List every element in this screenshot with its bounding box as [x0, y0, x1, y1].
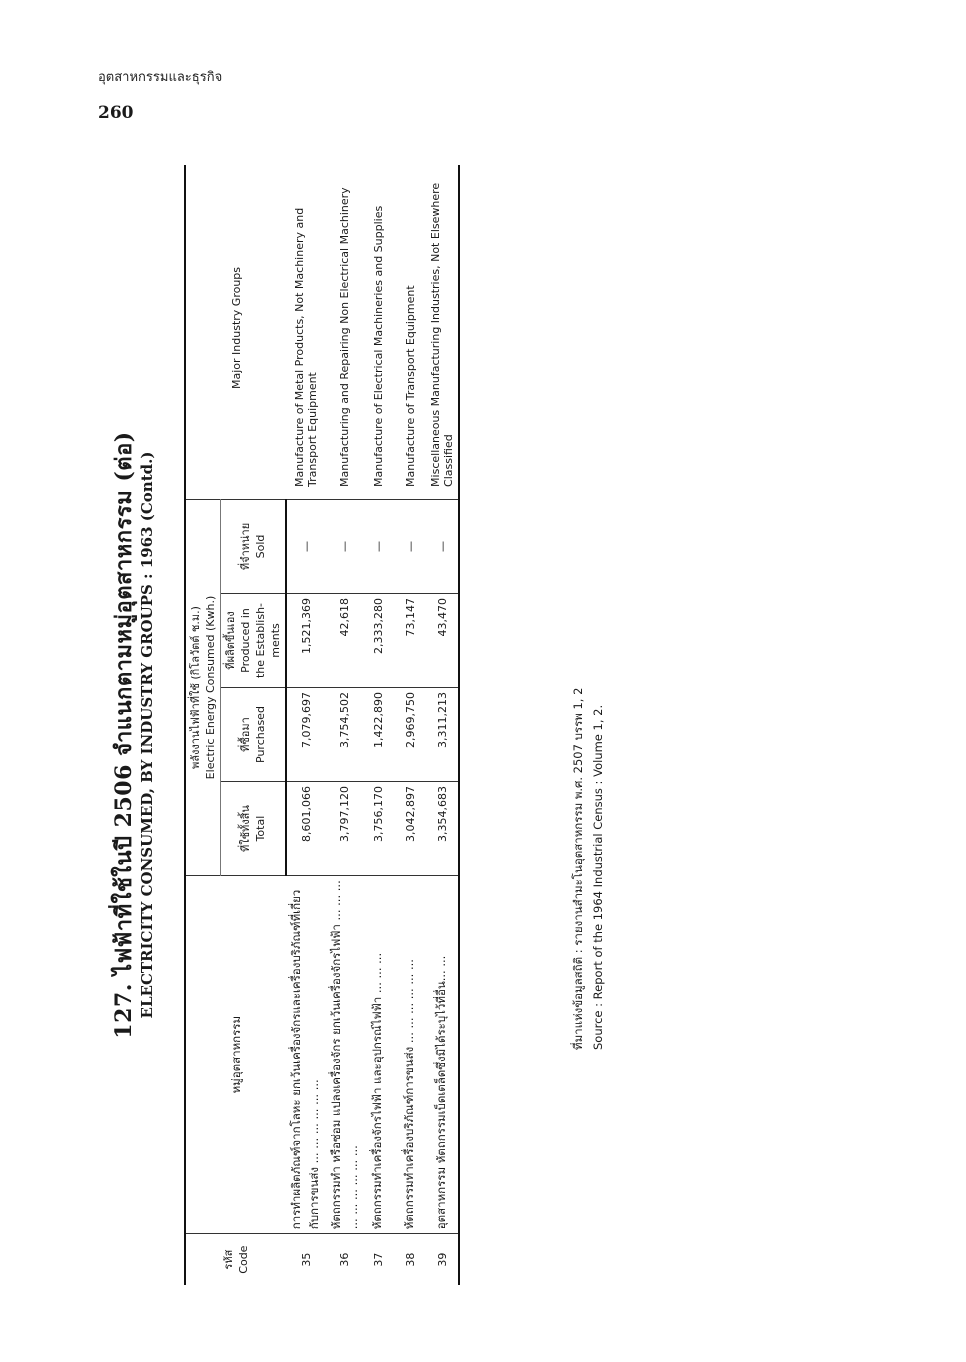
row-english-group: Manufacture of Electrical Machineries and Supplies	[362, 165, 394, 499]
purchased-header-en: Purchased	[254, 706, 267, 763]
row-total: 3,797,120	[326, 782, 362, 876]
produced-header-en: Produced in the Establish-ments	[239, 602, 282, 679]
row-code: 39	[435, 1252, 449, 1267]
row-code: 36	[337, 1252, 351, 1267]
purchased-header	[221, 688, 287, 782]
major-groups-header: Major Industry Groups	[185, 165, 286, 499]
row-produced: 73,147	[394, 593, 426, 687]
total-header	[221, 782, 287, 876]
row-english-group: Manufacturing and Repairing Non Electrical Machinery	[326, 165, 362, 499]
page-number: 260	[98, 103, 134, 123]
total-header-en: Total	[254, 815, 267, 842]
row-produced: 2,333,280	[362, 593, 394, 687]
energy-header-en: Electric Energy Consumed (Kwh.)	[204, 595, 217, 780]
source-thai: ที่มาแห่งข้อมูลสถิติ : รายงานสำมะโนอุตสาหกรรม พ.ศ. 2507 บรรพ 1, 2	[571, 687, 585, 1050]
row-thai-group: หัตถกรรมทำเครื่องบริภัณฑ์การขนส่ง ... ... ... ... ... ...	[394, 876, 426, 1234]
row-english-group: Miscellaneous Manufacturing Industries, Not Elsewhere Classified	[426, 165, 459, 499]
row-sold: —	[394, 499, 426, 593]
row-total: 3,354,683	[426, 782, 459, 876]
row-english-group: Manufacture of Transport Equipment	[394, 165, 426, 499]
row-thai-group: การทำผลิตภัณฑ์จากโลหะ ยกเว้นเครื่องจักรและเครื่องบริภัณฑ์ที่เกี่ยวกับการขนส่ง ... ... ... ... ... ...	[286, 876, 326, 1234]
row-purchased: 3,754,502	[326, 688, 362, 782]
purchased-header-thai: ที่ซื้อมา	[239, 717, 252, 752]
table-row	[362, 165, 394, 1285]
row-produced: 1,521,369	[286, 593, 326, 687]
row-produced: 43,470	[426, 593, 459, 687]
energy-header	[185, 499, 221, 875]
row-thai-group: หัตถกรรมทำเครื่องจักรไฟฟ้า และอุปกรณ์ไฟฟ้า ... ... ...	[362, 876, 394, 1234]
row-total: 3,042,897	[394, 782, 426, 876]
table-row	[426, 165, 459, 1285]
sold-header-thai: ที่จำหน่าย	[239, 522, 252, 571]
code-header-thai: รหัส	[222, 1249, 235, 1270]
source-note	[568, 688, 608, 1050]
table-title-thai: 127. ไฟฟ้าที่ใช้ในปี 2506 จำแนกตามหมู่อุตสาหกรรม (ต่อ)	[111, 431, 137, 1039]
row-purchased: 1,422,890	[362, 688, 394, 782]
row-sold: —	[326, 499, 362, 593]
row-english-group: Manufacture of Metal Products, Not Machinery and Transport Equipment	[286, 165, 326, 499]
row-thai-group: อุตสาหกรรม หัตถกรรมเบ็ดเตล็ดซึ่งมิได้ระบุไว้ที่อื่น... ...	[426, 876, 459, 1234]
running-head: อุตสาหกรรมและธุรกิจ	[98, 70, 223, 85]
code-header-en: Code	[237, 1245, 250, 1274]
row-code: 38	[403, 1252, 417, 1267]
sold-header	[221, 499, 287, 593]
row-sold: —	[426, 499, 459, 593]
rotated-table-block	[100, 140, 660, 1330]
row-purchased: 3,311,213	[426, 688, 459, 782]
total-header-thai: ที่ใช้ทั้งสิ้น	[239, 805, 252, 853]
electricity-table	[184, 165, 460, 1285]
code-header	[185, 1234, 286, 1285]
sold-header-en: Sold	[254, 534, 267, 559]
row-total: 8,601,066	[286, 782, 326, 876]
produced-header	[221, 593, 287, 687]
source-english: Source : Report of the 1964 Industrial Census : Volume 1, 2.	[591, 704, 605, 1050]
row-total: 3,756,170	[362, 782, 394, 876]
row-code: 35	[299, 1252, 313, 1267]
row-sold: —	[286, 499, 326, 593]
row-purchased: 7,079,697	[286, 688, 326, 782]
table-row	[394, 165, 426, 1285]
energy-header-thai: พลังงานไฟฟ้าที่ใช้ (กิโลวัตต์ ช.ม.)	[189, 606, 202, 769]
row-produced: 42,618	[326, 593, 362, 687]
row-code: 37	[371, 1252, 385, 1267]
row-thai-group: หัตถกรรมทำ หรือซ่อม แปลงเครื่องจักร ยกเว้นเครื่องจักรไฟฟ้า ... ... ... ... ... ... ... ... ...	[326, 876, 362, 1234]
table-title-english: ELECTRICITY CONSUMED, BY INDUSTRY GROUPS : 1963 (Contd.)	[138, 451, 156, 1019]
row-purchased: 2,969,750	[394, 688, 426, 782]
table-row	[286, 165, 326, 1285]
table-row	[326, 165, 362, 1285]
produced-header-thai: ที่ผลิตขึ้นเอง	[224, 611, 237, 670]
row-sold: —	[362, 499, 394, 593]
group-thai-header: หมู่อุตสาหกรรม	[185, 876, 286, 1234]
